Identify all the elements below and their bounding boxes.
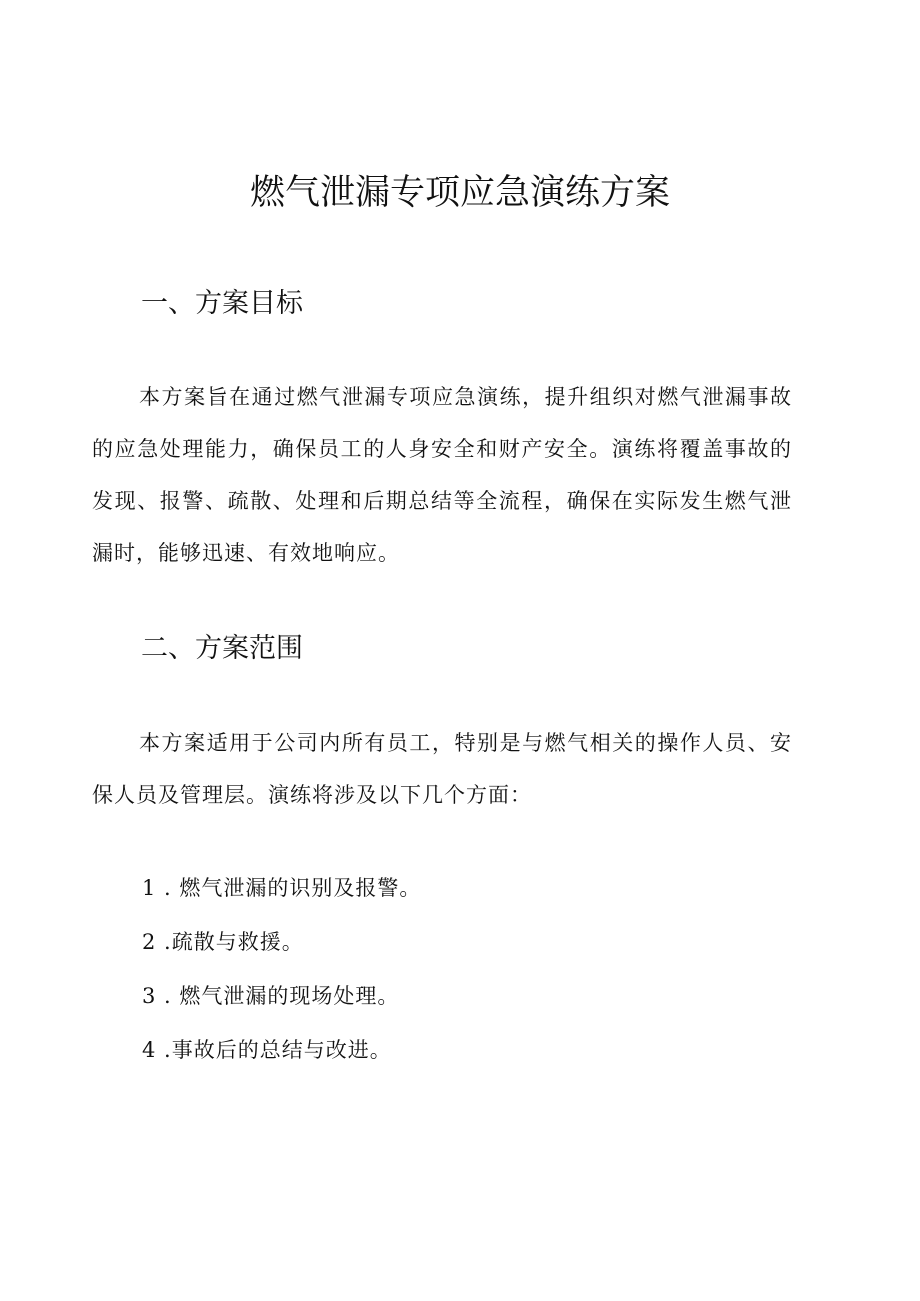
document-title: 燃气泄漏专项应急演练方案: [249, 173, 670, 213]
list-item: 2 .疏散与救援。: [142, 930, 304, 954]
list-item: 3 . 燃气泄漏的现场处理。: [142, 984, 400, 1008]
section-heading-scope: 二、方案范围: [141, 633, 303, 664]
scope-list: [142, 861, 421, 1077]
section-heading-objectives: 一、方案目标: [141, 288, 303, 319]
list-item: 1 . 燃气泄漏的识别及报警。: [142, 876, 422, 900]
scope-paragraph: 本方案适用于公司内所有员工，特别是与燃气相关的操作人员、安保人员及管理层。演练将涉及以下几个方面：: [92, 731, 792, 807]
objectives-paragraph: 本方案旨在通过燃气泄漏专项应急演练，提升组织对燃气泄漏事故的应急处理能力，确保员工的人身安全和财产安全。演练将覆盖事故的发现、报警、疏散、处理和后期总结等全流程，确保在实际发生燃气泄漏时，能够迅速、有效地响应。: [92, 385, 792, 565]
list-item: 4 .事故后的总结与改进。: [142, 1038, 392, 1062]
